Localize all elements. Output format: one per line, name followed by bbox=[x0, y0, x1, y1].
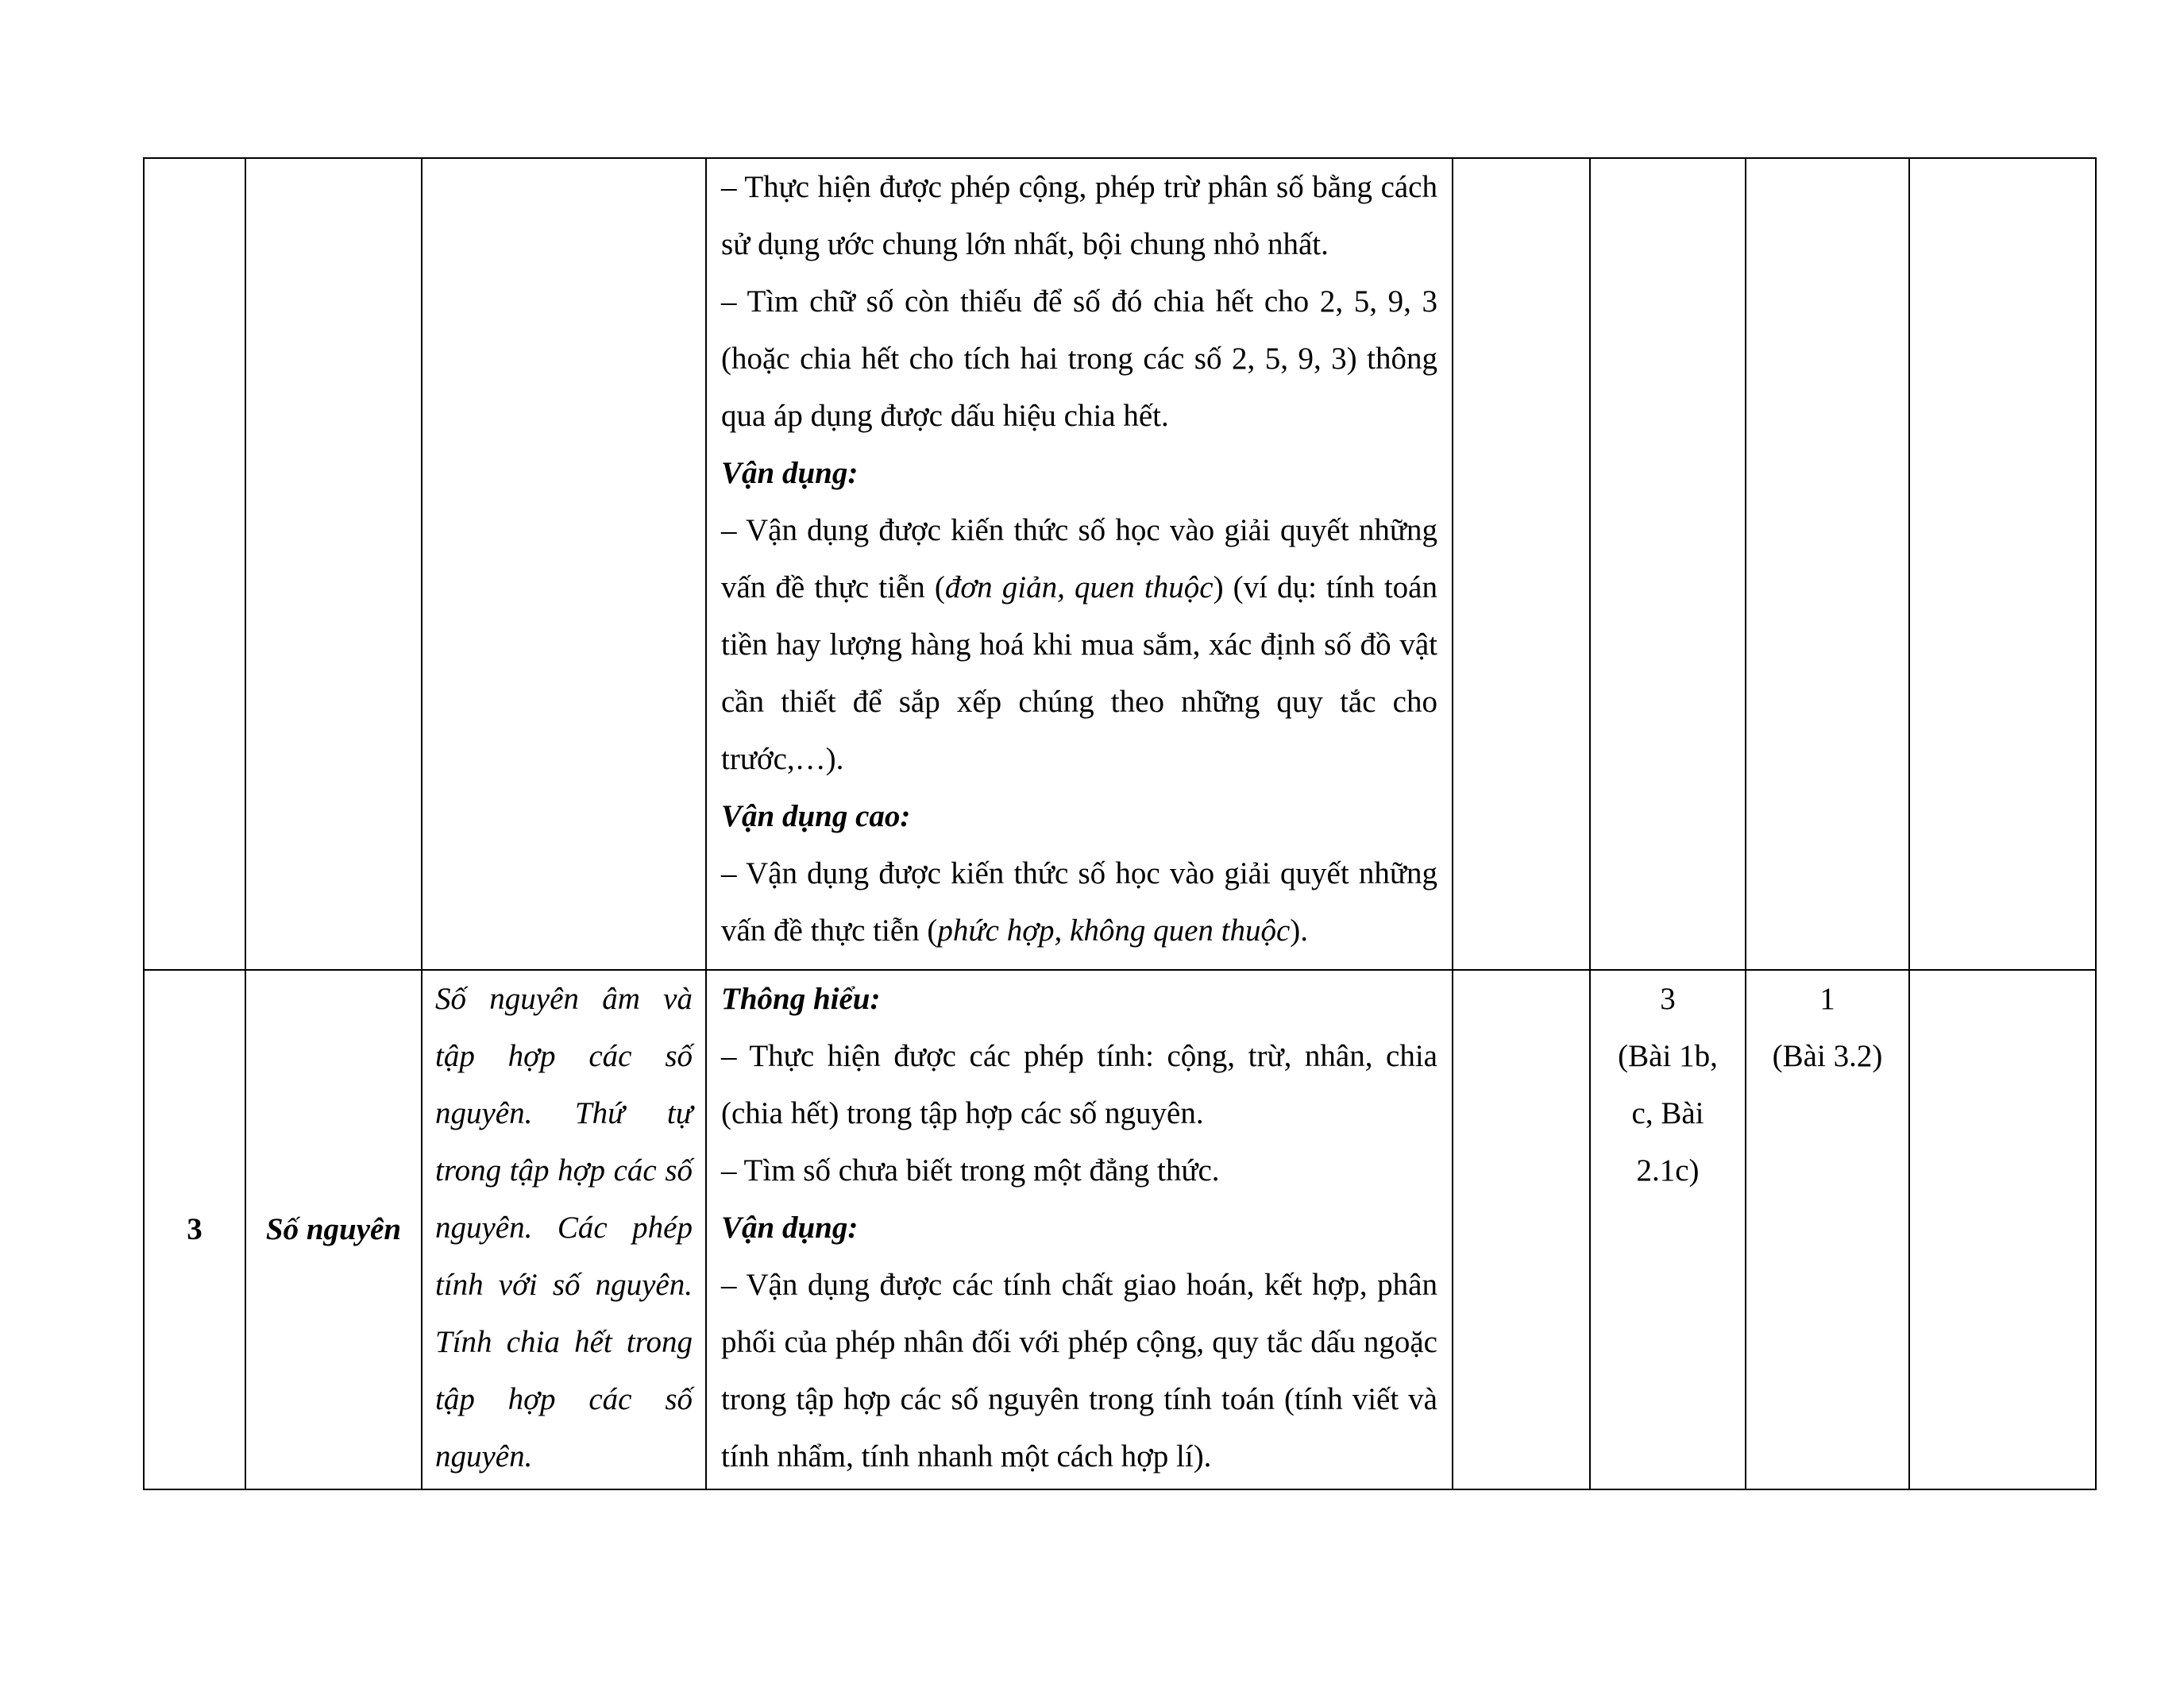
question-ref: (Bài 1b, bbox=[1618, 1039, 1718, 1073]
question-ref: 2.1c) bbox=[1636, 1153, 1700, 1188]
content-text: Số nguyên âm và tập hợp các số nguyên. Thứ tự trong tập hợp các số nguyên. Các phép tính với số nguyên. Tính chia hết trong tập hợp các số nguyên. bbox=[435, 982, 693, 1474]
desc-line: – Thực hiện được các phép tính: cộng, trừ, nhân, chia (chia hết) trong tập hợp các số nguyên. bbox=[721, 1039, 1437, 1130]
table-row-continued bbox=[144, 158, 2096, 970]
level-heading-van-dung-cao: Vận dụng cao: bbox=[721, 799, 911, 833]
level-heading-van-dung: Vận dụng: bbox=[721, 1211, 859, 1245]
count-cell-nhan-biet bbox=[1453, 158, 1590, 970]
row-number-cell: 3 bbox=[144, 970, 245, 1489]
count-cell-thong-hieu bbox=[1590, 970, 1746, 1489]
table-row-3 bbox=[144, 970, 2096, 1489]
desc-van-dung-cao: – Vận dụng được kiến thức số học vào giải quyết những vấn đề thực tiễn (phức hợp, không quen thuộc). bbox=[721, 856, 1437, 948]
desc-line: – Thực hiện được phép cộng, phép trừ phân số bằng cách sử dụng ước chung lớn nhất, bội chung nhỏ nhất. bbox=[721, 170, 1437, 261]
content-cell bbox=[422, 970, 706, 1489]
topic-cell: Số nguyên bbox=[245, 970, 422, 1489]
count-cell-van-dung bbox=[1746, 158, 1909, 970]
count-cell-van-dung bbox=[1746, 970, 1909, 1489]
question-count: 1 bbox=[1819, 982, 1835, 1016]
level-heading-thong-hieu: Thông hiểu: bbox=[721, 982, 881, 1016]
desc-line: – Tìm số chưa biết trong một đẳng thức. bbox=[721, 1153, 1220, 1188]
desc-van-dung: – Vận dụng được kiến thức số học vào giải quyết những vấn đề thực tiễn (đơn giản, quen thuộc) (ví dụ: tính toán tiền hay lượng hàng hoá khi mua sắm, xác định số đồ vật cần thiết để sắp xếp chúng theo những quy tắc cho trước,…). bbox=[721, 513, 1437, 776]
description-cell bbox=[706, 158, 1453, 970]
desc-van-dung: – Vận dụng được các tính chất giao hoán, kết hợp, phân phối của phép nhân đối với phép cộng, quy tắc dấu ngoặc trong tập hợp các số nguyên trong tính toán (tính viết và tính nhẩm, tính nhanh một cách hợp lí). bbox=[721, 1268, 1437, 1474]
content-cell bbox=[422, 158, 706, 970]
count-cell-thong-hieu bbox=[1590, 158, 1746, 970]
question-count: 3 bbox=[1660, 982, 1676, 1016]
question-ref: (Bài 3.2) bbox=[1772, 1039, 1883, 1073]
topic-cell bbox=[245, 158, 422, 970]
question-ref: c, Bài bbox=[1631, 1096, 1704, 1130]
count-cell-nhan-biet bbox=[1453, 970, 1590, 1489]
description-cell bbox=[706, 970, 1453, 1489]
count-cell-van-dung-cao bbox=[1909, 158, 2096, 970]
count-cell-van-dung-cao bbox=[1909, 970, 2096, 1489]
desc-line: – Tìm chữ số còn thiếu để số đó chia hết cho 2, 5, 9, 3 (hoặc chia hết cho tích hai trong các số 2, 5, 9, 3) thông qua áp dụng được dấu hiệu chia hết. bbox=[721, 284, 1437, 433]
level-heading-van-dung: Vận dụng: bbox=[721, 456, 859, 490]
row-number-cell bbox=[144, 158, 245, 970]
assessment-matrix-table bbox=[143, 157, 2097, 1490]
